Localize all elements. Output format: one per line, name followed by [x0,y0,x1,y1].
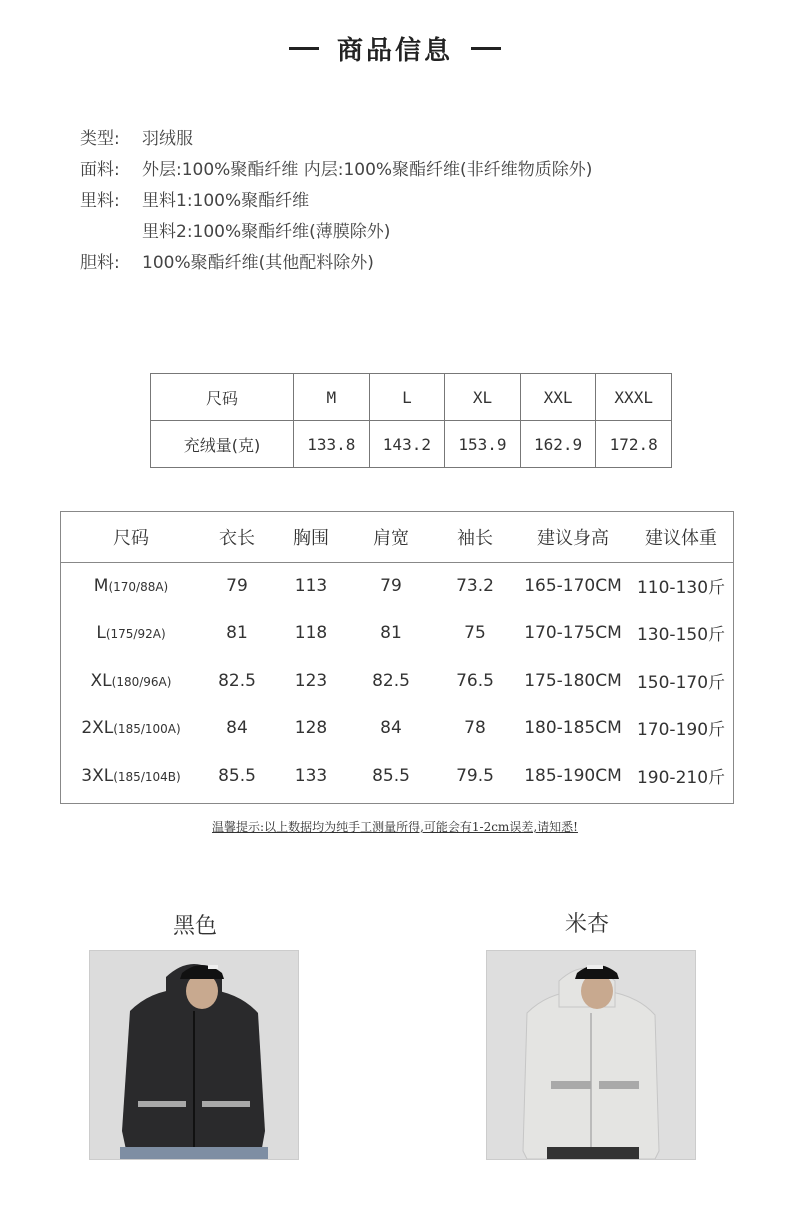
size-chart-sleeve: 73.2 [456,575,494,596]
page-title: 商品信息 [336,35,453,66]
info-lining [80,186,592,217]
size-name: XL [90,670,112,691]
info-type-label: 类型: [80,129,120,149]
size-chart-row [61,609,733,656]
size-chart-shoulder: 84 [380,717,402,738]
size-spec: (180/96A) [111,674,172,689]
jeans [120,1147,268,1159]
size-chart-header-cell: 建议身高 [537,528,609,549]
size-chart-weight: 170-190斤 [636,720,726,740]
size-chart-row [61,704,733,751]
cap-logo [587,965,603,969]
size-chart-length: 85.5 [218,765,256,786]
size-spec: (175/92A) [105,626,166,641]
down-fill-row-label: 充绒量(克) [151,421,294,468]
section-title [0,28,790,68]
size-chart-chest: 128 [294,717,328,738]
size-spec: (185/100A) [113,721,181,736]
info-bladder-value: 100%聚酯纤维(其他配料除外) [142,253,374,273]
size-chart-sleeve: 78 [464,717,486,738]
size-chart-height: 165-170CM [524,575,622,596]
size-chart-sleeve: 79.5 [456,765,494,786]
down-fill-size: XXL [520,374,596,421]
down-fill-value: 143.2 [369,421,445,468]
size-spec: (185/104B) [113,769,181,784]
size-chart-row [61,657,733,704]
down-fill-size: XL [445,374,521,421]
down-fill-size: XXXL [596,374,672,421]
down-fill-value-row [151,421,672,468]
info-lining-label: 里料: [80,191,120,211]
size-chart-shoulder: 85.5 [372,765,410,786]
down-fill-value: 133.8 [294,421,370,468]
size-chart-height: 185-190CM [524,765,622,786]
size-chart-chest: 123 [294,670,328,691]
info-lining-value-1: 里料1:100%聚酯纤维 [142,191,310,211]
size-chart-header-cell: 衣长 [219,528,255,549]
black-jacket-photo [89,950,299,1160]
measurement-note-text: 温馨提示:以上数据均为纯手工测量所得,可能会有1-2cm误差,请知悉! [212,820,578,834]
size-chart [60,511,734,804]
size-chart-sleeve: 76.5 [456,670,494,691]
down-fill-table [150,373,672,468]
size-name: L [96,622,106,643]
size-chart-length: 79 [226,575,248,596]
info-bladder-label: 胆料: [80,253,120,273]
size-chart-weight: 110-130斤 [636,578,726,598]
size-chart-shoulder: 79 [380,575,402,596]
size-chart-sleeve: 75 [464,622,486,643]
down-fill-size: M [294,374,370,421]
beige-jacket-illustration [487,951,695,1159]
reflective-strip-right [202,1101,250,1107]
size-spec: (170/88A) [108,579,169,594]
size-name: 2XL [81,717,114,738]
size-chart-size [61,671,201,691]
down-fill-header-label: 尺码 [151,374,294,421]
measurement-note [0,818,790,835]
size-name: M [93,575,109,596]
reflective-strip-left [551,1081,591,1089]
size-chart-weight: 190-210斤 [636,768,726,788]
product-info [80,124,592,279]
down-fill-value: 172.8 [596,421,672,468]
size-chart-length: 82.5 [218,670,256,691]
size-chart-height: 175-180CM [524,670,622,691]
info-lining-2 [80,217,592,248]
down-fill-header-row [151,374,672,421]
size-chart-row [61,752,733,799]
size-chart-weight: 150-170斤 [636,673,726,693]
reflective-strip-right [599,1081,639,1089]
size-chart-chest: 118 [294,622,328,643]
info-lining-value-2: 里料2:100%聚酯纤维(薄膜除外) [142,222,391,242]
down-fill-value: 153.9 [445,421,521,468]
size-chart-header-cell: 袖长 [457,528,493,549]
size-name: 3XL [81,765,114,786]
size-chart-shoulder: 82.5 [372,670,410,691]
size-chart-size [61,718,201,738]
size-chart-chest: 113 [294,575,328,596]
pants [547,1147,639,1159]
info-type [80,124,592,155]
info-type-value: 羽绒服 [142,129,193,149]
title-dash-right [471,47,501,50]
size-chart-header [61,512,733,563]
size-chart-size [61,576,201,596]
color-label-beige: 米杏 [564,912,609,937]
down-fill-size: L [369,374,445,421]
info-fabric-label: 面料: [80,160,120,180]
size-chart-header-cell: 胸围 [293,528,329,549]
size-chart-header-cell: 肩宽 [373,528,409,549]
size-chart-size [61,766,201,786]
reflective-strip-left [138,1101,186,1107]
black-jacket-illustration [90,951,298,1159]
size-chart-header-cell: 尺码 [113,528,149,549]
size-chart-chest: 133 [294,765,328,786]
size-chart-length: 84 [226,717,248,738]
size-chart-row [61,562,733,609]
title-dash-left [289,47,319,50]
size-chart-length: 81 [226,622,248,643]
info-fabric [80,155,592,186]
size-chart-weight: 130-150斤 [636,625,726,645]
size-chart-height: 170-175CM [524,622,622,643]
beige-jacket-photo [486,950,696,1160]
size-chart-header-cell: 建议体重 [645,528,717,549]
size-chart-shoulder: 81 [380,622,402,643]
info-bladder [80,248,592,279]
size-chart-height: 180-185CM [524,717,622,738]
down-fill-value: 162.9 [520,421,596,468]
size-chart-size [61,623,201,643]
info-fabric-value: 外层:100%聚酯纤维 内层:100%聚酯纤维(非纤维物质除外) [142,160,593,180]
cap-logo [208,965,218,969]
color-label-black: 黑色 [172,914,217,939]
